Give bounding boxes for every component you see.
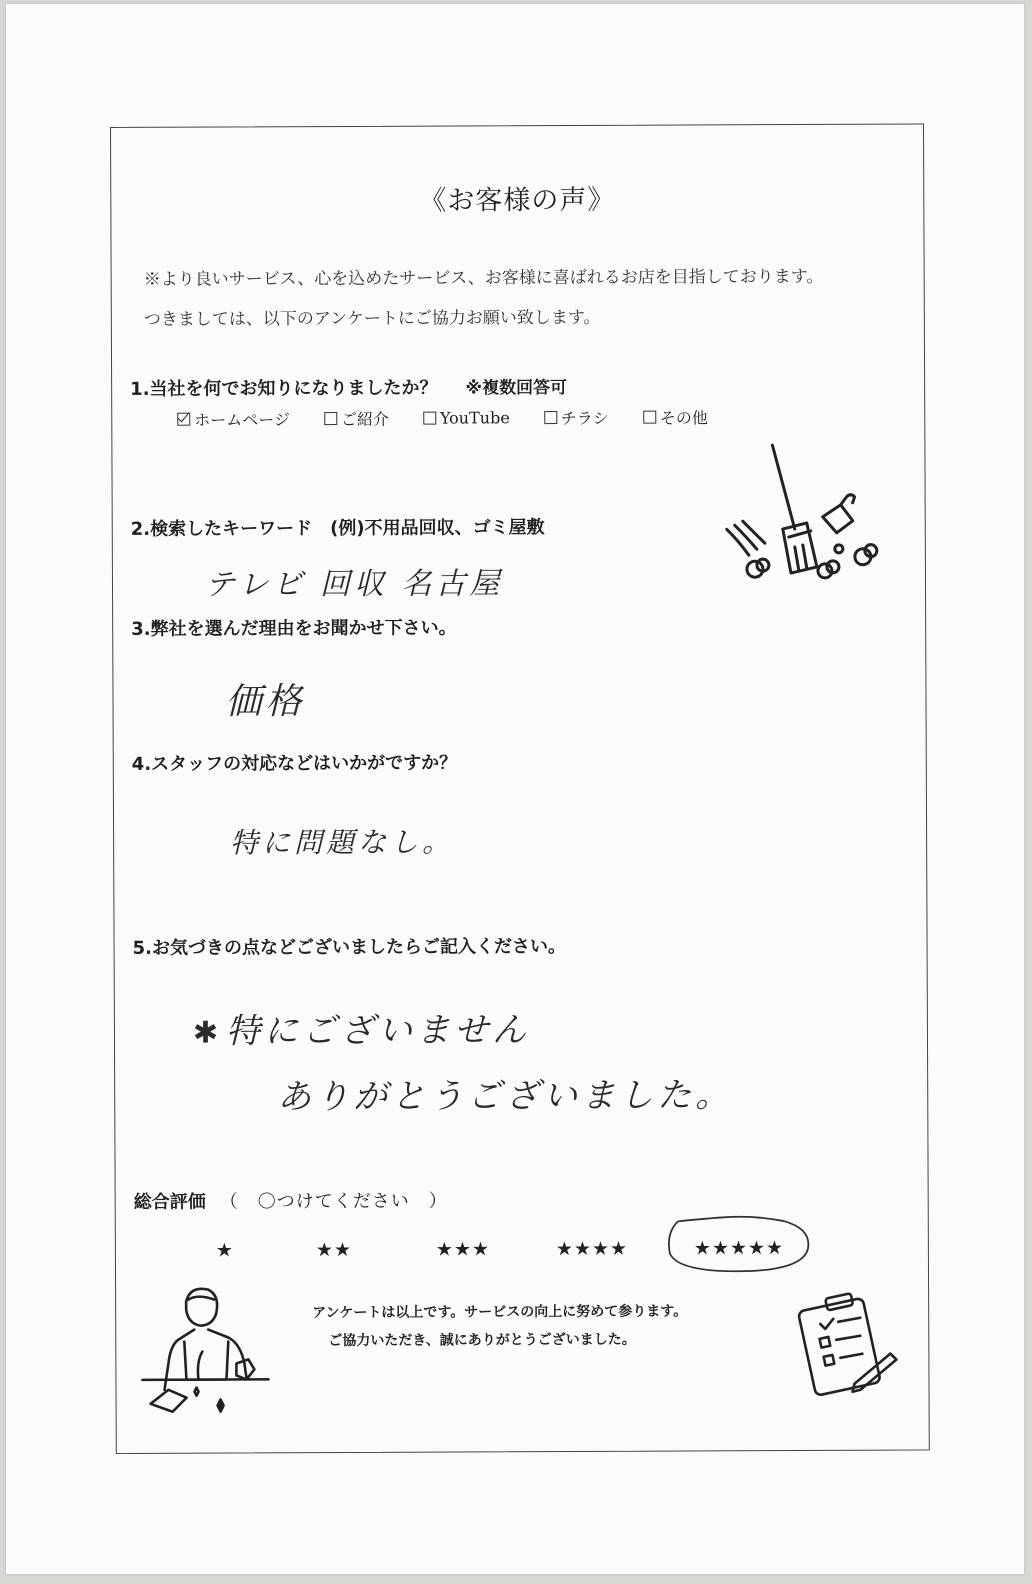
broom-icon [724, 437, 885, 598]
closing-line-1: アンケートは以上です。サービスの向上に努めて参ります。 [312, 1303, 688, 1322]
checkbox-icon[interactable] [423, 412, 436, 425]
rating-heading [134, 1187, 448, 1214]
question-5-answer-line-2[interactable]: ありがとうございました。 [277, 1075, 734, 1118]
answer-text: 特にございません [226, 1010, 531, 1052]
option-label: YouTube [439, 408, 510, 428]
question-2-label: 2.検索したキーワード (例)不用品回収、ゴミ屋敷 [130, 517, 545, 540]
question-1-options [177, 405, 708, 430]
survey-title: 《お客様の声》 [419, 184, 616, 217]
checkbox-icon[interactable] [324, 412, 337, 425]
survey-sheet [6, 4, 1024, 1574]
option-other[interactable] [643, 405, 708, 428]
option-homepage[interactable] [177, 407, 290, 430]
selection-circle-icon [664, 1213, 814, 1278]
rating-hint: （ 〇つけてください ） [219, 1190, 448, 1213]
rating-option-3[interactable]: ★★★ [435, 1238, 491, 1261]
question-3-label: 3.弊社を選んだ理由をお聞かせ下さい。 [131, 617, 457, 640]
question-3-answer[interactable]: 価格 [225, 681, 306, 723]
option-label: ホームページ [194, 410, 291, 430]
rating-label: 総合評価 [133, 1191, 206, 1213]
intro-line-2: つきましては、以下のアンケートにご協力お願い致します。 [143, 307, 601, 330]
option-label: チラシ [560, 408, 609, 429]
question-1-note: ※複数回答可 [465, 378, 568, 399]
question-1 [130, 373, 567, 401]
option-youtube[interactable] [423, 406, 510, 429]
rating-option-1[interactable]: ★ [215, 1239, 234, 1262]
checkbox-icon[interactable] [643, 411, 656, 424]
option-label: その他 [659, 408, 708, 428]
rating-option-4[interactable]: ★★★★ [555, 1237, 629, 1261]
rating-option-2[interactable]: ★★ [315, 1238, 353, 1262]
question-5-answer-line-1[interactable] [193, 1002, 530, 1052]
checkbox-checked-icon[interactable] [177, 413, 190, 426]
rating-option-5[interactable]: ★★★★★ [693, 1237, 785, 1260]
question-2-answer[interactable]: テレビ 回収 名古屋 [204, 566, 504, 603]
option-label: ご紹介 [340, 409, 390, 429]
survey-frame [110, 123, 930, 1454]
clipboard-icon [792, 1290, 903, 1410]
scribble-mark: ✱ [192, 1015, 223, 1051]
option-flyer[interactable] [544, 406, 609, 429]
closing-line-2: ご協力いただき、誠にありがとうございました。 [328, 1331, 636, 1350]
cleaning-person-icon [136, 1279, 277, 1430]
question-4-answer[interactable]: 特に問題なし。 [230, 825, 455, 860]
intro-line-1: ※より良いサービス、心を込めたサービス、お客様に喜ばれるお店を目指しております。 [143, 266, 824, 290]
question-5-label: 5.お気づきの点などございましたらご記入ください。 [132, 936, 567, 959]
question-4-label: 4.スタッフの対応などはいかがですか？ [131, 752, 458, 775]
option-referral[interactable] [324, 407, 389, 430]
question-1-label: 1.当社を何でお知りになりましたか？ [130, 377, 438, 400]
checkbox-icon[interactable] [544, 411, 557, 424]
